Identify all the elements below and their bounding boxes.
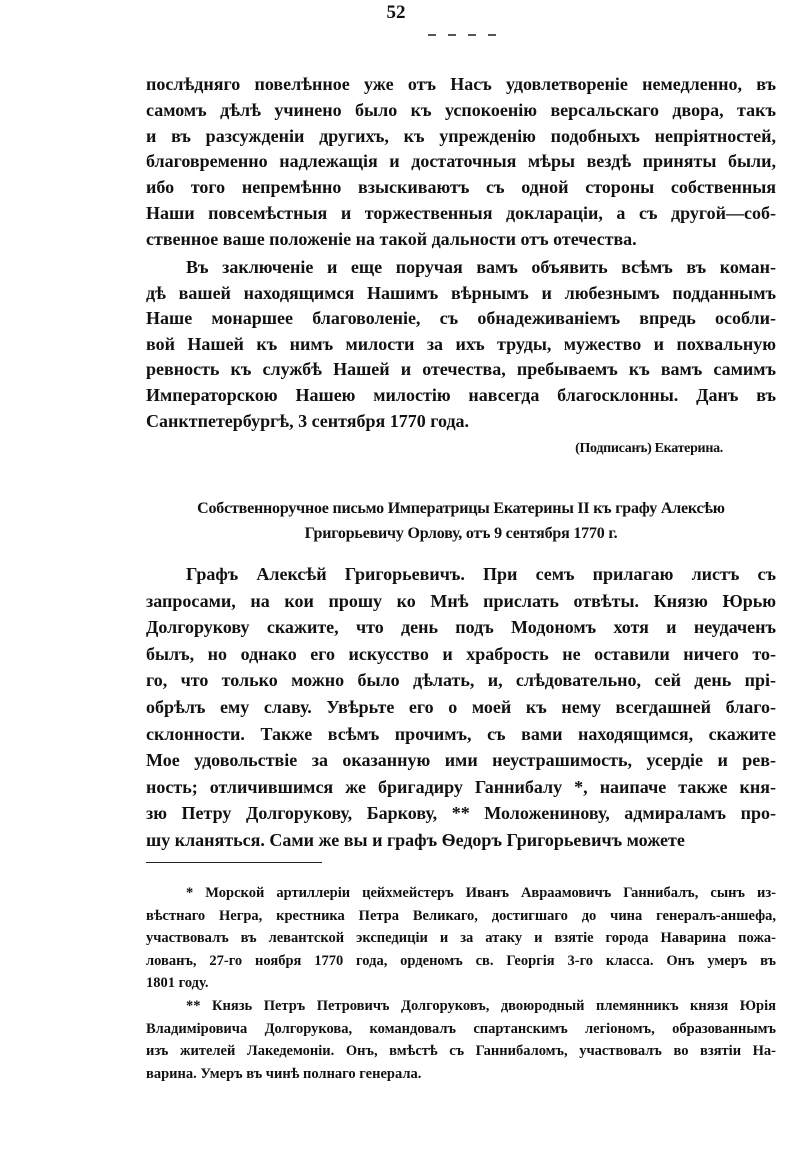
- text-line: лованъ, 27-го ноября 1770 года, орденомъ св. Георгія 3-го класса. Онъ умеръ въ: [146, 952, 776, 969]
- text-line: Санктпетербургѣ, 3 сентября 1770 года.: [146, 410, 470, 431]
- text-line: былъ, но однако его искусство и храбрость не оставили ничего то-: [146, 643, 776, 664]
- letter-title-line: Григорьевичу Орлову, отъ 9 сентября 1770 г.: [304, 525, 618, 542]
- footnote-divider: [146, 862, 322, 863]
- text-line: Въ заключеніе и еще поручая вамъ объявить всѣмъ въ коман-: [186, 257, 776, 277]
- text-line: Наши повсемѣстныя и торжественныя докларацiи, а съ другой—соб-: [146, 202, 776, 223]
- letter-body: [146, 561, 776, 854]
- text-line: запросами, на кои прошу ко Мнѣ прислать отвѣты. Князю Юрью: [146, 590, 776, 611]
- footnote-2: [146, 995, 776, 1085]
- text-line: ** Князь Петръ Петровичъ Долгоруковъ, двоюродный племянникъ князя Юрія: [186, 997, 776, 1014]
- footnote-1: [146, 882, 776, 995]
- page-number: 52: [386, 2, 406, 23]
- text-line: ревность къ службѣ Нашей и отечества, пребываемъ къ вамъ самимъ: [146, 359, 776, 380]
- text-line: обрѣлъ ему славу. Увѣрьте его о моей къ нему всегдашней благо-: [146, 696, 776, 717]
- text-line: вой Нашей къ нимъ милости за ихъ труды, мужество и похвальную: [146, 333, 776, 354]
- text-line: склонности. Также всѣмъ прочимъ, съ вами находящимся, скажите: [146, 723, 776, 744]
- text-line: самомъ дѣлѣ учинено было къ успокоенію версальскаго двора, такъ: [146, 99, 776, 120]
- text-line: участвовалъ въ левантской экспедиціи и за атаку и взятіе города Наварина пожа-: [146, 930, 776, 947]
- text-line: 1801 году.: [146, 975, 209, 992]
- paragraph-1: [146, 72, 776, 253]
- text-line: изъ жителей Лакедемоніи. Онъ, вмѣстѣ съ Ганнибаломъ, участвовалъ во взятіи На-: [146, 1043, 776, 1060]
- text-line: и въ разсужденіи другихъ, къ упрежденію подобныхъ непріятностей,: [146, 125, 776, 146]
- text-line: дѣ вашей находящимся Нашимъ вѣрнымъ и любезнымъ подданнымъ: [146, 282, 776, 303]
- text-line: Владиміровича Долгорукова, командовалъ спартанскимъ легіономъ, образованнымъ: [146, 1020, 776, 1037]
- header-dashes: [428, 34, 502, 36]
- text-line: ибо того непремѣнно взыскиваютъ съ одной стороны собственныя: [146, 177, 776, 198]
- text-line: Долгорукову скажите, что день подъ Модономъ хотя и неудаченъ: [146, 617, 776, 638]
- text-line: Наше монаршее благоволеніе, съ обнадеживаніемъ впредь особли-: [146, 308, 776, 329]
- letter-title: [146, 496, 776, 546]
- paragraph-2: [146, 255, 776, 434]
- text-line: вѣстнаго Негра, крестника Петра Великаго, достигшаго до чина генералъ-аншефа,: [146, 907, 776, 924]
- text-line: Графъ Алексѣй Григорьевичъ. При семъ прилагаю листъ съ: [186, 564, 776, 584]
- text-line: зю Петру Долгорукову, Баркову, ** Моложенинову, адмираламъ про-: [146, 803, 776, 824]
- text-line: * Морской артиллеріи цейхмейстеръ Иванъ Авраамовичъ Ганнибалъ, сынъ из-: [186, 885, 776, 901]
- text-line: варина. Умеръ въ чинѣ полнаго генерала.: [146, 1065, 422, 1082]
- footnotes: [146, 882, 776, 1085]
- text-line: Мое удовольствіе за оказанную ими неустрашимость, усердіе и рев-: [146, 750, 776, 771]
- text-line: ность; отличившимся же бригадиру Ганнибалу *, наипаче также кня-: [146, 776, 776, 797]
- text-line: благовременно надлежащія и достаточныя мѣры вездѣ приняты были,: [146, 151, 776, 172]
- text-line: ственное ваше положеніе на такой дальности отъ отечества.: [146, 228, 637, 249]
- text-line: послѣдняго повелѣнное уже отъ Насъ удовлетвореніе немедленно, въ: [146, 74, 776, 94]
- signature: (Подписанъ) Екатерина.: [575, 441, 723, 456]
- text-line: шу кланяться. Сами же вы и графъ Ѳедоръ Григорьевичъ можете: [146, 829, 685, 850]
- letter-title-line: Собственноручное письмо Императрицы Екатерины II къ графу Алексѣю: [197, 500, 725, 517]
- text-line: го, что только можно было дѣлать, и, слѣдовательно, сей день прі-: [146, 670, 776, 691]
- text-line: Императорскою Нашею милостію навсегда благосклонны. Данъ въ: [146, 384, 776, 405]
